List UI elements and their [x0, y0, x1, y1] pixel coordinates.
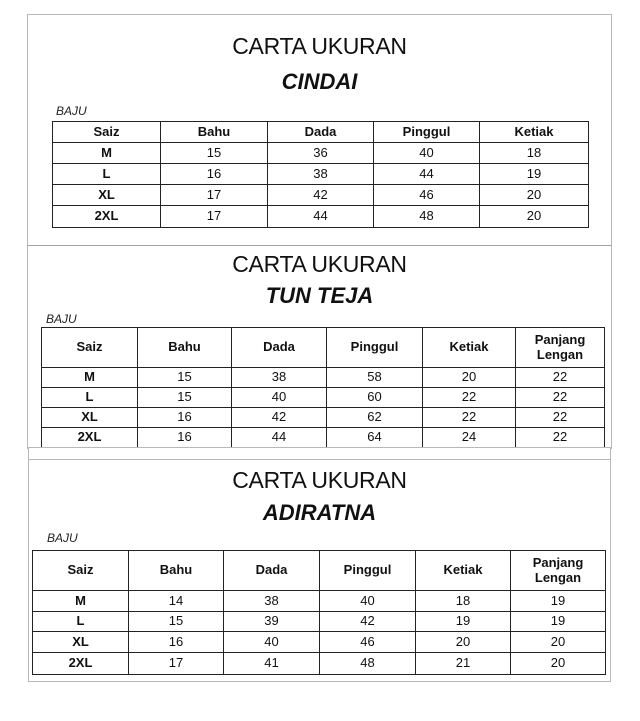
size-cell: 2XL	[33, 653, 129, 675]
table-cell: 20	[480, 206, 589, 228]
table-cell: 42	[232, 408, 327, 428]
column-header: Ketiak	[480, 122, 589, 143]
table-cell: 14	[129, 591, 224, 612]
table-cell: 20	[511, 653, 606, 675]
size-cell: M	[33, 591, 129, 612]
table-cell: 22	[423, 388, 516, 408]
table-row	[53, 143, 589, 164]
table-cell: 18	[480, 143, 589, 164]
table-cell: 40	[232, 388, 327, 408]
table-cell: 62	[327, 408, 423, 428]
size-cell: L	[33, 612, 129, 632]
table-row	[53, 206, 589, 228]
table-cell: 39	[224, 612, 320, 632]
column-header: Saiz	[42, 328, 138, 368]
table-cell: 22	[423, 408, 516, 428]
table-cell: 15	[138, 388, 232, 408]
table-cell: 40	[320, 591, 416, 612]
table-cell: 20	[511, 632, 606, 653]
table-cell: 16	[138, 428, 232, 448]
table-cell: 48	[320, 653, 416, 675]
table-cell: 41	[224, 653, 320, 675]
column-header: Saiz	[33, 551, 129, 591]
table-cell: 40	[374, 143, 480, 164]
table-cell: 64	[327, 428, 423, 448]
chart-title: CARTA UKURAN	[232, 467, 407, 493]
table-cell: 36	[268, 143, 374, 164]
table-cell: 20	[416, 632, 511, 653]
table-cell: 22	[516, 368, 605, 388]
table-cell: 20	[480, 185, 589, 206]
column-header: Bahu	[129, 551, 224, 591]
chart-title: CARTA UKURAN	[232, 33, 407, 59]
table-cell: 46	[374, 185, 480, 206]
column-header: Ketiak	[416, 551, 511, 591]
table-row	[53, 185, 589, 206]
table-cell: 17	[161, 206, 268, 228]
table-cell: 44	[268, 206, 374, 228]
size-chart-tun-teja	[27, 245, 612, 449]
table-row	[33, 632, 606, 653]
divider	[29, 459, 610, 460]
table-cell: 58	[327, 368, 423, 388]
table-cell: 46	[320, 632, 416, 653]
table-cell: 42	[320, 612, 416, 632]
column-header: Saiz	[53, 122, 161, 143]
column-header: Pinggul	[327, 328, 423, 368]
table-cell: 19	[511, 591, 606, 612]
table-cell: 22	[516, 388, 605, 408]
size-table	[52, 121, 589, 228]
table-cell: 22	[516, 428, 605, 448]
table-row	[33, 612, 606, 632]
table-cell: 19	[416, 612, 511, 632]
column-header: Pinggul	[320, 551, 416, 591]
table-cell: 24	[423, 428, 516, 448]
table-cell: 16	[161, 164, 268, 185]
column-header: Ketiak	[423, 328, 516, 368]
table-cell: 15	[129, 612, 224, 632]
column-header: Bahu	[161, 122, 268, 143]
table-row	[42, 428, 605, 448]
table-cell: 60	[327, 388, 423, 408]
table-row	[33, 591, 606, 612]
size-cell: M	[53, 143, 161, 164]
size-cell: L	[53, 164, 161, 185]
size-chart-cindai	[27, 14, 612, 246]
table-cell: 17	[161, 185, 268, 206]
product-name: ADIRATNA	[262, 500, 377, 525]
size-table	[32, 550, 606, 675]
table-row	[53, 164, 589, 185]
size-cell: XL	[42, 408, 138, 428]
column-header: Bahu	[138, 328, 232, 368]
size-cell: M	[42, 368, 138, 388]
table-cell: 22	[516, 408, 605, 428]
table-cell: 40	[224, 632, 320, 653]
column-header: Pinggul	[374, 122, 480, 143]
table-header-row	[42, 328, 605, 368]
table-row	[42, 388, 605, 408]
size-cell: 2XL	[42, 428, 138, 448]
column-header: Panjang Lengan	[516, 328, 605, 368]
table-cell: 42	[268, 185, 374, 206]
column-header: Dada	[224, 551, 320, 591]
section-label: BAJU	[56, 104, 87, 118]
size-cell: 2XL	[53, 206, 161, 228]
section-label: BAJU	[47, 531, 78, 545]
table-header-row	[33, 551, 606, 591]
section-label: BAJU	[46, 312, 77, 326]
size-table	[41, 327, 605, 448]
table-cell: 16	[138, 408, 232, 428]
table-cell: 15	[161, 143, 268, 164]
table-row	[42, 408, 605, 428]
table-cell: 17	[129, 653, 224, 675]
table-cell: 38	[232, 368, 327, 388]
size-cell: XL	[33, 632, 129, 653]
table-cell: 18	[416, 591, 511, 612]
column-header: Dada	[232, 328, 327, 368]
table-cell: 19	[480, 164, 589, 185]
table-row	[33, 653, 606, 675]
product-name: TUN TEJA	[265, 283, 374, 308]
table-cell: 44	[232, 428, 327, 448]
table-cell: 38	[268, 164, 374, 185]
chart-title: CARTA UKURAN	[232, 251, 407, 277]
table-cell: 21	[416, 653, 511, 675]
size-cell: L	[42, 388, 138, 408]
table-cell: 48	[374, 206, 480, 228]
table-cell: 19	[511, 612, 606, 632]
column-header: Dada	[268, 122, 374, 143]
column-header: Panjang Lengan	[511, 551, 606, 591]
table-cell: 38	[224, 591, 320, 612]
product-name: CINDAI	[281, 69, 358, 94]
table-header-row	[53, 122, 589, 143]
table-cell: 16	[129, 632, 224, 653]
table-cell: 44	[374, 164, 480, 185]
table-cell: 15	[138, 368, 232, 388]
table-cell: 20	[423, 368, 516, 388]
size-cell: XL	[53, 185, 161, 206]
size-chart-adiratna	[28, 447, 611, 682]
table-row	[42, 368, 605, 388]
